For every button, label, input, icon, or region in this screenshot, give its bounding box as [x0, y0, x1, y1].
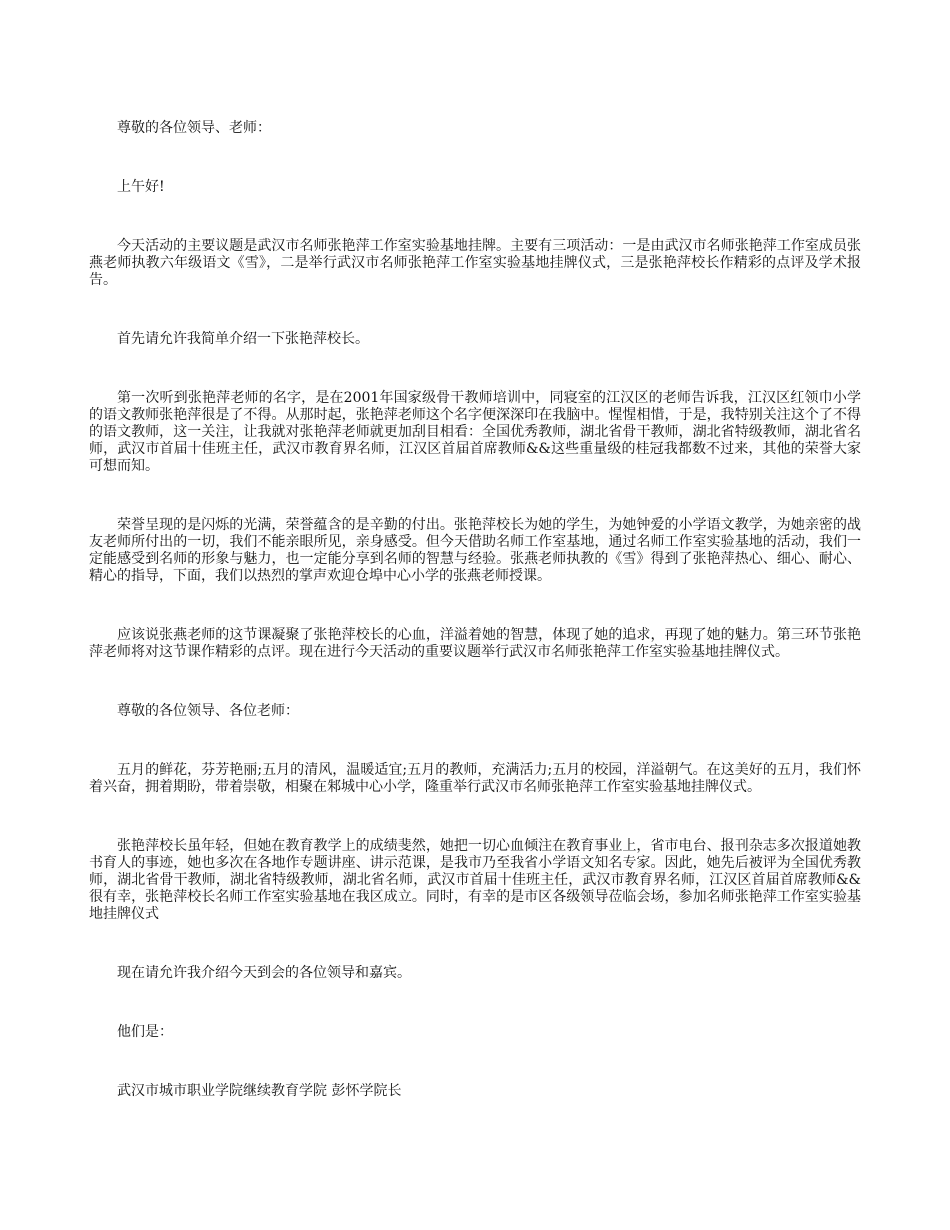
they-are-paragraph: 他们是：: [117, 1024, 173, 1040]
greeting-paragraph: 尊敬的各位领导、老师：: [117, 120, 271, 136]
guest-item: 武汉市城市职业学院继续教育学院 彭怀学院长: [117, 1083, 402, 1099]
guests-intro-paragraph: 现在请允许我介绍今天到会的各位领导和嘉宾。: [117, 965, 411, 981]
may-paragraph: 五月的鲜花，芬芳艳丽;五月的清风，温暖适宜;五月的教师，充满活力;五月的校园，洋溢朝气。在这美好的五月，我们怀着兴奋，拥着期盼，带着崇敬，相聚在邾城中心小学，隆重举行武汉市名师张艳萍工作室实验基地挂牌仪式。: [89, 762, 861, 795]
second-greeting-paragraph: 尊敬的各位领导、各位老师：: [117, 703, 299, 719]
intro-paragraph: 首先请允许我简单介绍一下张艳萍校长。: [117, 331, 369, 347]
agenda-paragraph: 今天活动的主要议题是武汉市名师张艳萍工作室实验基地挂牌。主要有三项活动：一是由武汉市名师张艳萍工作室成员张燕老师执教六年级语文《雪》，二是举行武汉市名师张艳萍工作室实验基地挂牌仪式，三是张艳萍校长作精彩的点评及学术报告。: [89, 238, 861, 288]
achievements-paragraph: 张艳萍校长虽年轻，但她在教育教学上的成绩斐然，她把一切心血倾注在教育事业上，省市电台、报刊杂志多次报道她教书育人的事迹，她也多次在各地作专题讲座、讲示范课，是我市乃至我省小学语文知名专家。因此，她先后被评为全国优秀教师，湖北省骨干教师，湖北省特级教师，湖北省名师，武汉市首届十佳班主任，武汉市教育界名师，江汉区首届首席教师&&很有幸，张艳萍校长名师工作室实验基地在我区成立。同时，有幸的是市区各级领导莅临会场，参加名师张艳萍工作室实验基地挂牌仪式: [89, 838, 861, 922]
lesson-comment-paragraph: 应该说张燕老师的这节课凝聚了张艳萍校长的心血，洋溢着她的智慧，体现了她的追求，再现了她的魅力。第三环节张艳萍老师将对这节课作精彩的点评。现在进行今天活动的重要议题举行武汉市名师张艳萍工作室实验基地挂牌仪式。: [89, 627, 861, 660]
first-heard-paragraph: 第一次听到张艳萍老师的名字，是在2001年国家级骨干教师培训中，同寝室的江汉区的老师告诉我，江汉区红领巾小学的语文教师张艳萍很是了不得。从那时起，张艳萍老师这个名字便深深印在我脑中。惺惺相惜，于是，我特别关注这个了不得的语文教师，这一关注，让我就对张艳萍老师就更加刮目相看：全国优秀教师，湖北省骨干教师，湖北省特级教师，湖北省名师，武汉市首届十佳班主任，武汉市教育界名师，江汉区首届首席教师&&这些重量级的桂冠我都数不过来，其他的荣誉大家可想而知。: [89, 390, 861, 474]
good-morning-paragraph: 上午好!: [117, 179, 165, 195]
honor-paragraph: 荣誉呈现的是闪烁的光满，荣誉蕴含的是辛勤的付出。张艳萍校长为她的学生，为她钟爱的小学语文教学，为她亲密的战友老师所付出的一切，我们不能亲眼所见，亲身感受。但今天借助名师工作室基地，通过名师工作室实验基地的活动，我们一定能感受到名师的形象与魅力，也一定能分享到名师的智慧与经验。张燕老师执教的《雪》得到了张艳萍热心、细心、耐心、精心的指导，下面，我们以热烈的掌声欢迎仓埠中心小学的张燕老师授课。: [89, 517, 861, 584]
